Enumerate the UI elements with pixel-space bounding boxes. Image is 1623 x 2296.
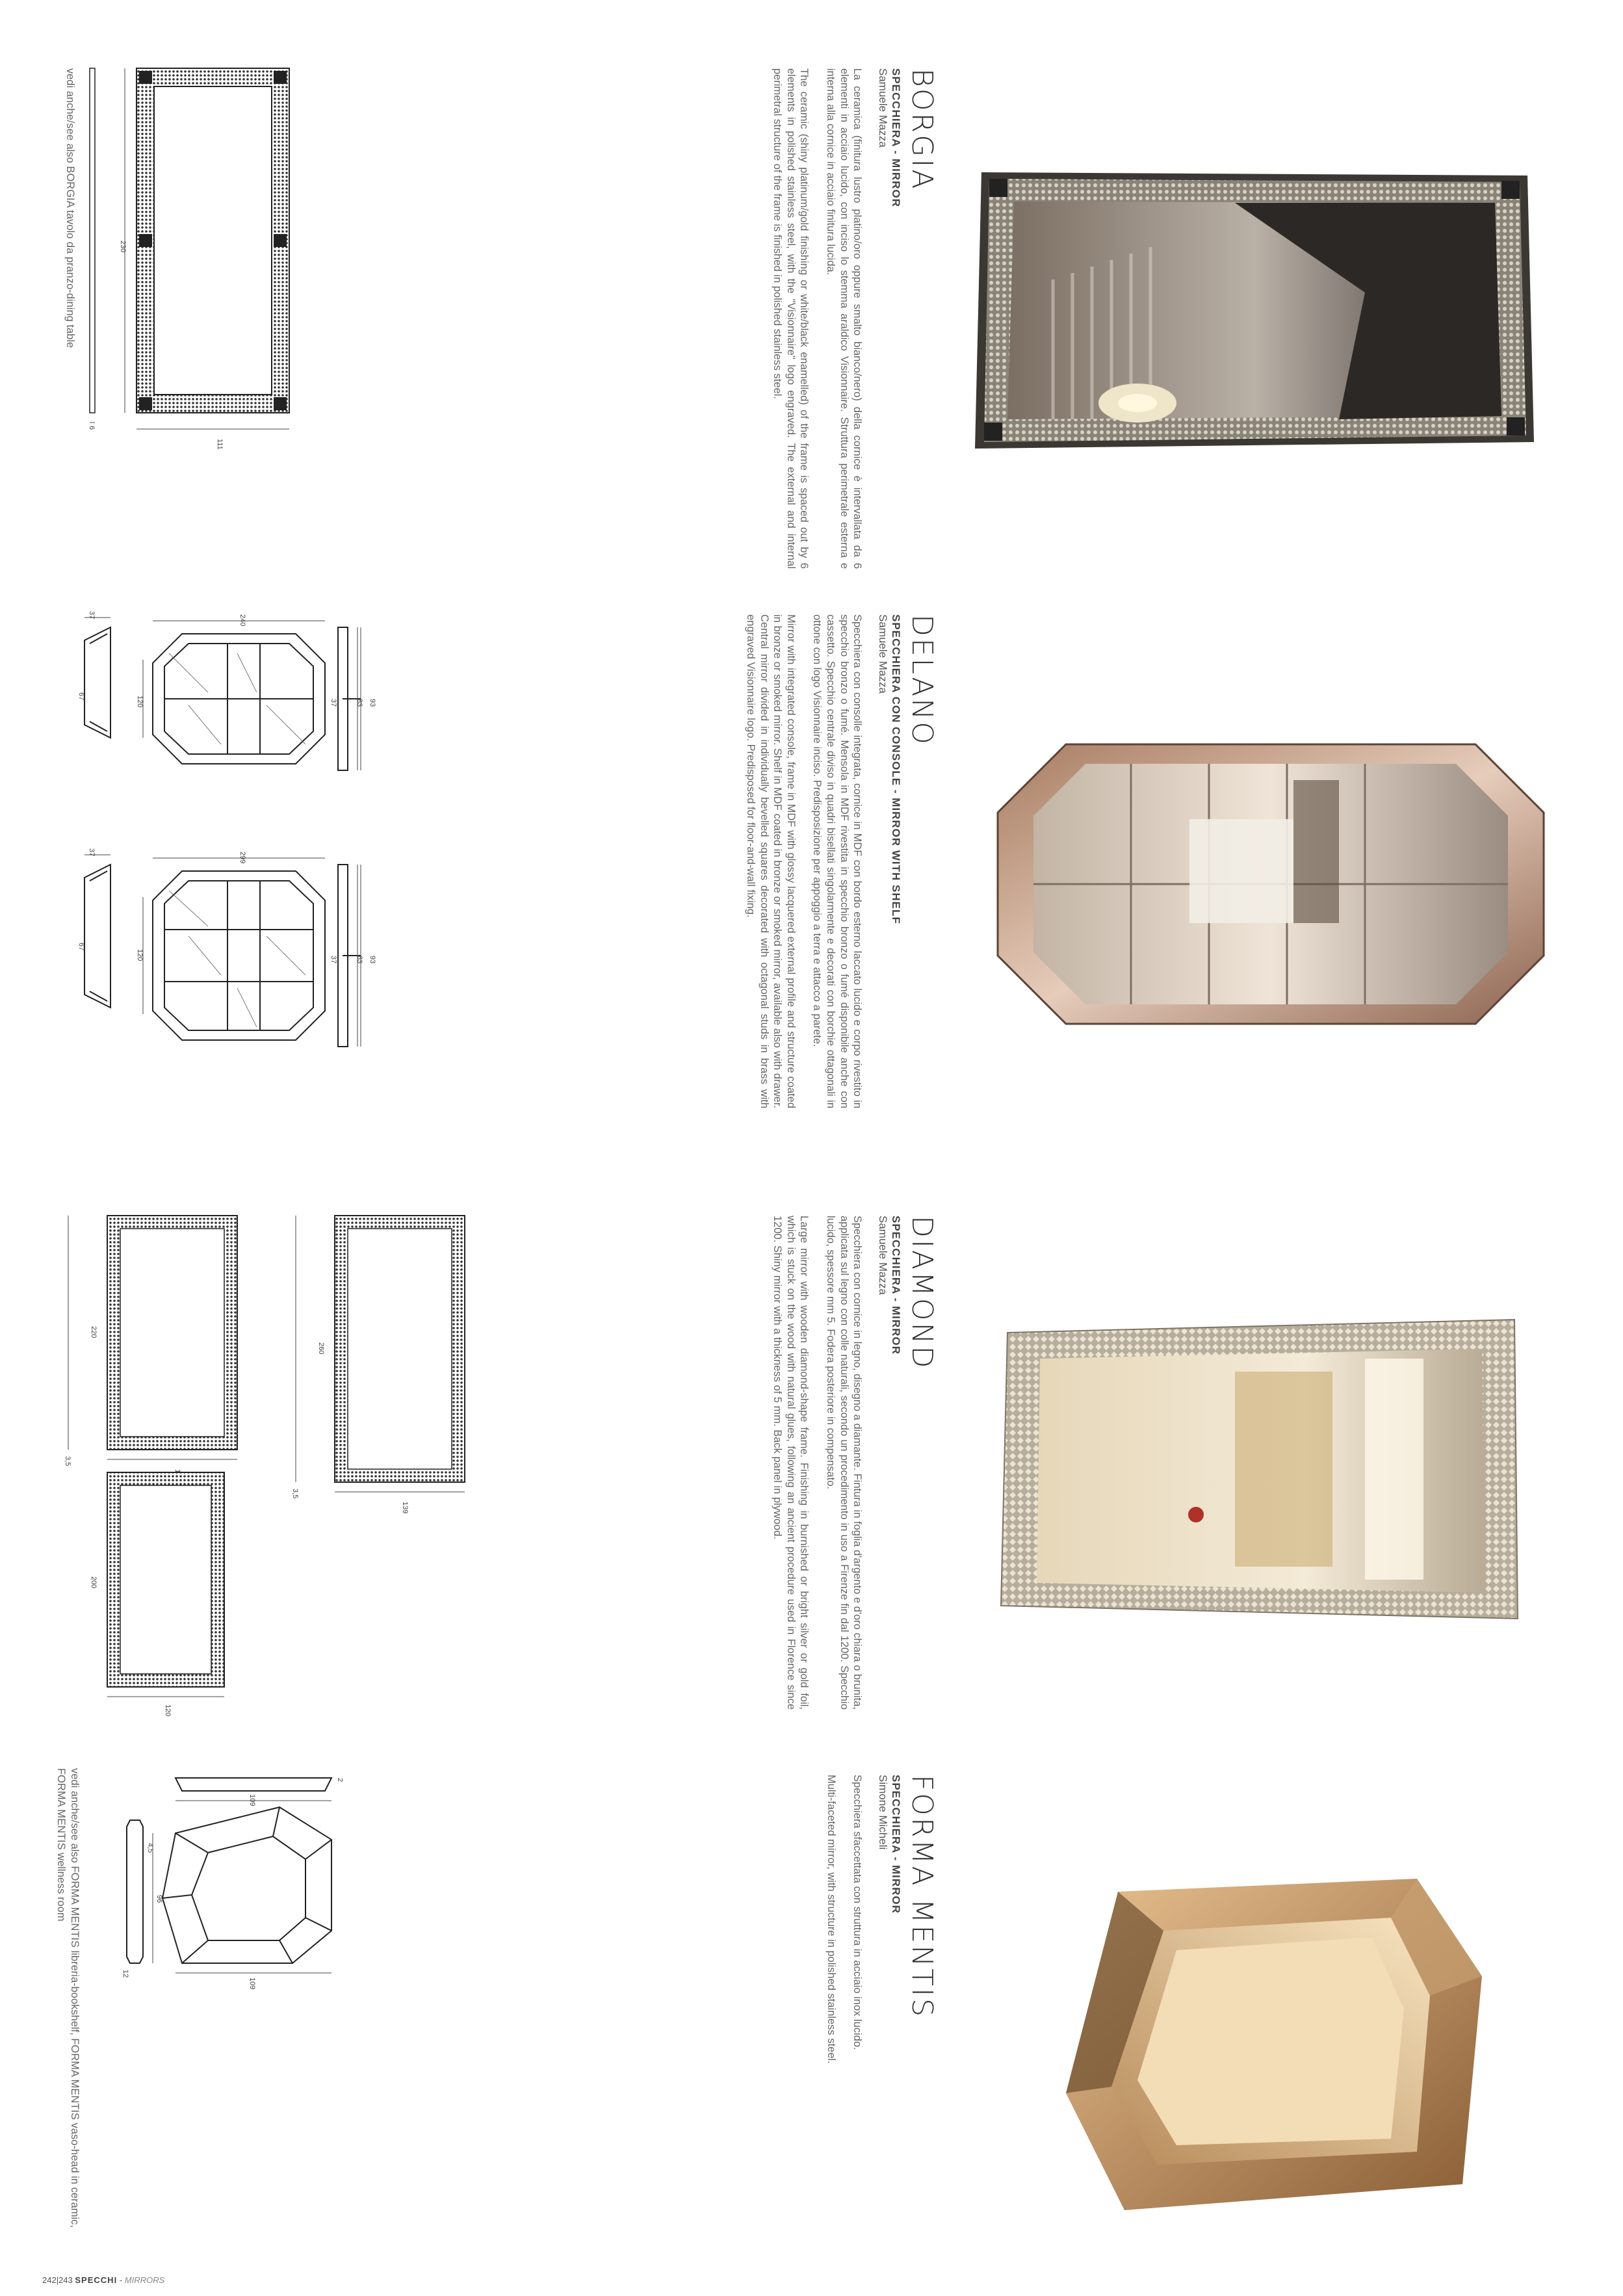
dim-width: 139 (401, 1502, 409, 1514)
dim-depth: 12 (122, 1970, 129, 1978)
delano-photo (994, 741, 1547, 1027)
dim-depth: 3,5 (291, 1489, 299, 1499)
dim-width: 109 (248, 1977, 256, 1990)
section-separator: - (117, 2275, 125, 2285)
dim-side: 67 (77, 943, 85, 951)
product-designer: Simone Micheli (876, 1775, 889, 1850)
dim-shelf-depth: 37 (330, 699, 337, 707)
dim-height: 260 (317, 1342, 325, 1355)
product-subtitle: SPECCHIERA - MIRROR (890, 1216, 902, 1355)
dim-width: 299 (239, 852, 246, 864)
dim-depth: 37 (88, 848, 96, 857)
dim-shelf-b: 93 (369, 699, 376, 707)
delano-drawing-299 (71, 845, 383, 1092)
borgia-drawing (78, 62, 325, 452)
dim-height: 200 (90, 1576, 97, 1589)
product-designer: Samuele Mazza (876, 614, 889, 694)
product-subtitle: SPECCHIERA CON CONSOLE - MIRROR WITH SHELF (890, 614, 902, 924)
product-title: DIAMOND (905, 1216, 939, 1370)
product-subtitle: SPECCHIERA - MIRROR (890, 68, 902, 207)
dim-shelf-a: 83 (356, 956, 363, 964)
product-subtitle: SPECCHIERA - MIRROR (890, 1775, 902, 1914)
forma-mentis-see-also (54, 1768, 81, 2269)
page-numbers: 242|243 (42, 2275, 73, 2285)
diamond-photo (1001, 1320, 1521, 1625)
description-it: Specchiera con cornice in legno, disegno a diamante. Fintura in foglia d'argento e d'oro chiara o brunita, applicata sul legno con colle naturali, secondo un procedimento in uso a Firenze fin dal 1200. Specchio lucido, spessore mm 5. Fodera posteriore in compensato. (825, 1216, 864, 1710)
dim-height: 120 (136, 696, 144, 708)
dim-side: 67 (77, 692, 85, 701)
product-title: DELANO (905, 614, 939, 746)
borgia-photo (975, 163, 1534, 452)
diamond-drawing (62, 1209, 530, 1716)
dim-height: 230 (119, 241, 127, 253)
dim-width: 111 (216, 439, 224, 450)
product-designer: Samuele Mazza (876, 68, 889, 148)
delano-text (731, 614, 939, 1108)
description-it: La ceramica (finitura lustro platino/oro oppure smalto bianco/nero) della cornice è intervallata da 6 elementi in acciaio lucido, con inciso lo stemma araldico Visionnaire. Struttura perimetrale esterna e interna alla cornice in acciaio finitura lucida. (825, 68, 864, 569)
delano-drawing-240 (71, 608, 383, 822)
product-designer: Samuele Mazza (876, 1216, 889, 1295)
dim-shelf-a: 83 (356, 699, 363, 707)
dim-depth: 3,5 (64, 1456, 71, 1467)
dim-shelf-depth: 37 (330, 956, 337, 964)
dim-height: 96 (155, 1895, 163, 1903)
dim-height: 220 (90, 1326, 97, 1338)
description-it: Specchiera sfaccettata con struttura in acciaio inox lucido. (851, 1775, 864, 2050)
dim-depth: 6 (88, 426, 96, 430)
dim-height: 120 (136, 949, 144, 961)
page-folio (42, 2275, 164, 2285)
section-name-en: MIRRORS (124, 2275, 165, 2285)
see-also-text: vedi anche/see also FORMA MENTIS libreria-bookshelf, FORMA MENTIS vaso-head in ceramic, FORMA MENTIS wellness room (55, 1768, 81, 2228)
dim-depth: 37 (88, 611, 96, 620)
description-en: Mirror with integrated console, frame in MDF with glossy lacquered external profile and structure coated in bronze or smoked mirror. Shelf in MDF coated in bronze or smoked mirror, available also with drawer. Central mirror divided in individually bevelled squares decorated with octagonal studs in brass with engraved Visionnaire logo. Predisposed for floor-and-wall fixing. (745, 614, 797, 1108)
description-en: Multi-faceted mirror, with structure in polished stainless steel. (825, 1775, 837, 2064)
product-title: BORGIA (905, 68, 939, 191)
dim-top: 2 (336, 1778, 344, 1782)
dim-width-top: 109 (248, 1794, 256, 1807)
dim-shelf-b: 93 (369, 956, 376, 964)
description-en: The ceramic (shiny platinum/gold finishing or white/black enamelled) of the frame is spaced out by 6 elements in polished stainless steel, with the "Visionnaire" logo engraved. The external and internal perimetral structure of the frame is finished in polished stainless steel. (772, 68, 811, 569)
diamond-text (758, 1216, 939, 1710)
dim-width: 120 (164, 1704, 172, 1717)
forma-mentis-photo (1066, 1879, 1482, 2210)
product-title: FORMA MENTIS (905, 1775, 939, 2019)
section-name: SPECCHI (75, 2275, 118, 2285)
dim-width: 240 (239, 614, 246, 627)
dim-side: 4,5 (146, 1843, 154, 1853)
borgia-see-also: vedi anche/see also BORGIA tavolo da pranzo-dining table (64, 68, 76, 348)
forma-mentis-text (811, 1775, 939, 2269)
description-en: Large mirror with wooden diamond-shape frame. Finishing in burnished or bright silver or gold foil, which is stuck on the wood with natural glues, following an ancient procedure used in Florence since 1200. Shiny mirror with a thickness of 5 mm. Back panel in plywood. (772, 1216, 811, 1710)
borgia-text (758, 68, 939, 569)
description-it: Specchiera con consolle integrata, cornice in MDF con bordo esterno laccato lucido e corpo rivestito in specchio bronzo o fumé. Mensola in MDF rivestita in specchio bronzo o fumé disponibile anche con cassetto. Specchio centrale diviso in quadri bisellati singolarmente e decorati con borchie ottagonali in ottone con logo Visionnaire inciso. Predisposizione per appoggio a terra e attacco a parete. (811, 614, 864, 1108)
forma-mentis-drawing (110, 1768, 357, 1990)
